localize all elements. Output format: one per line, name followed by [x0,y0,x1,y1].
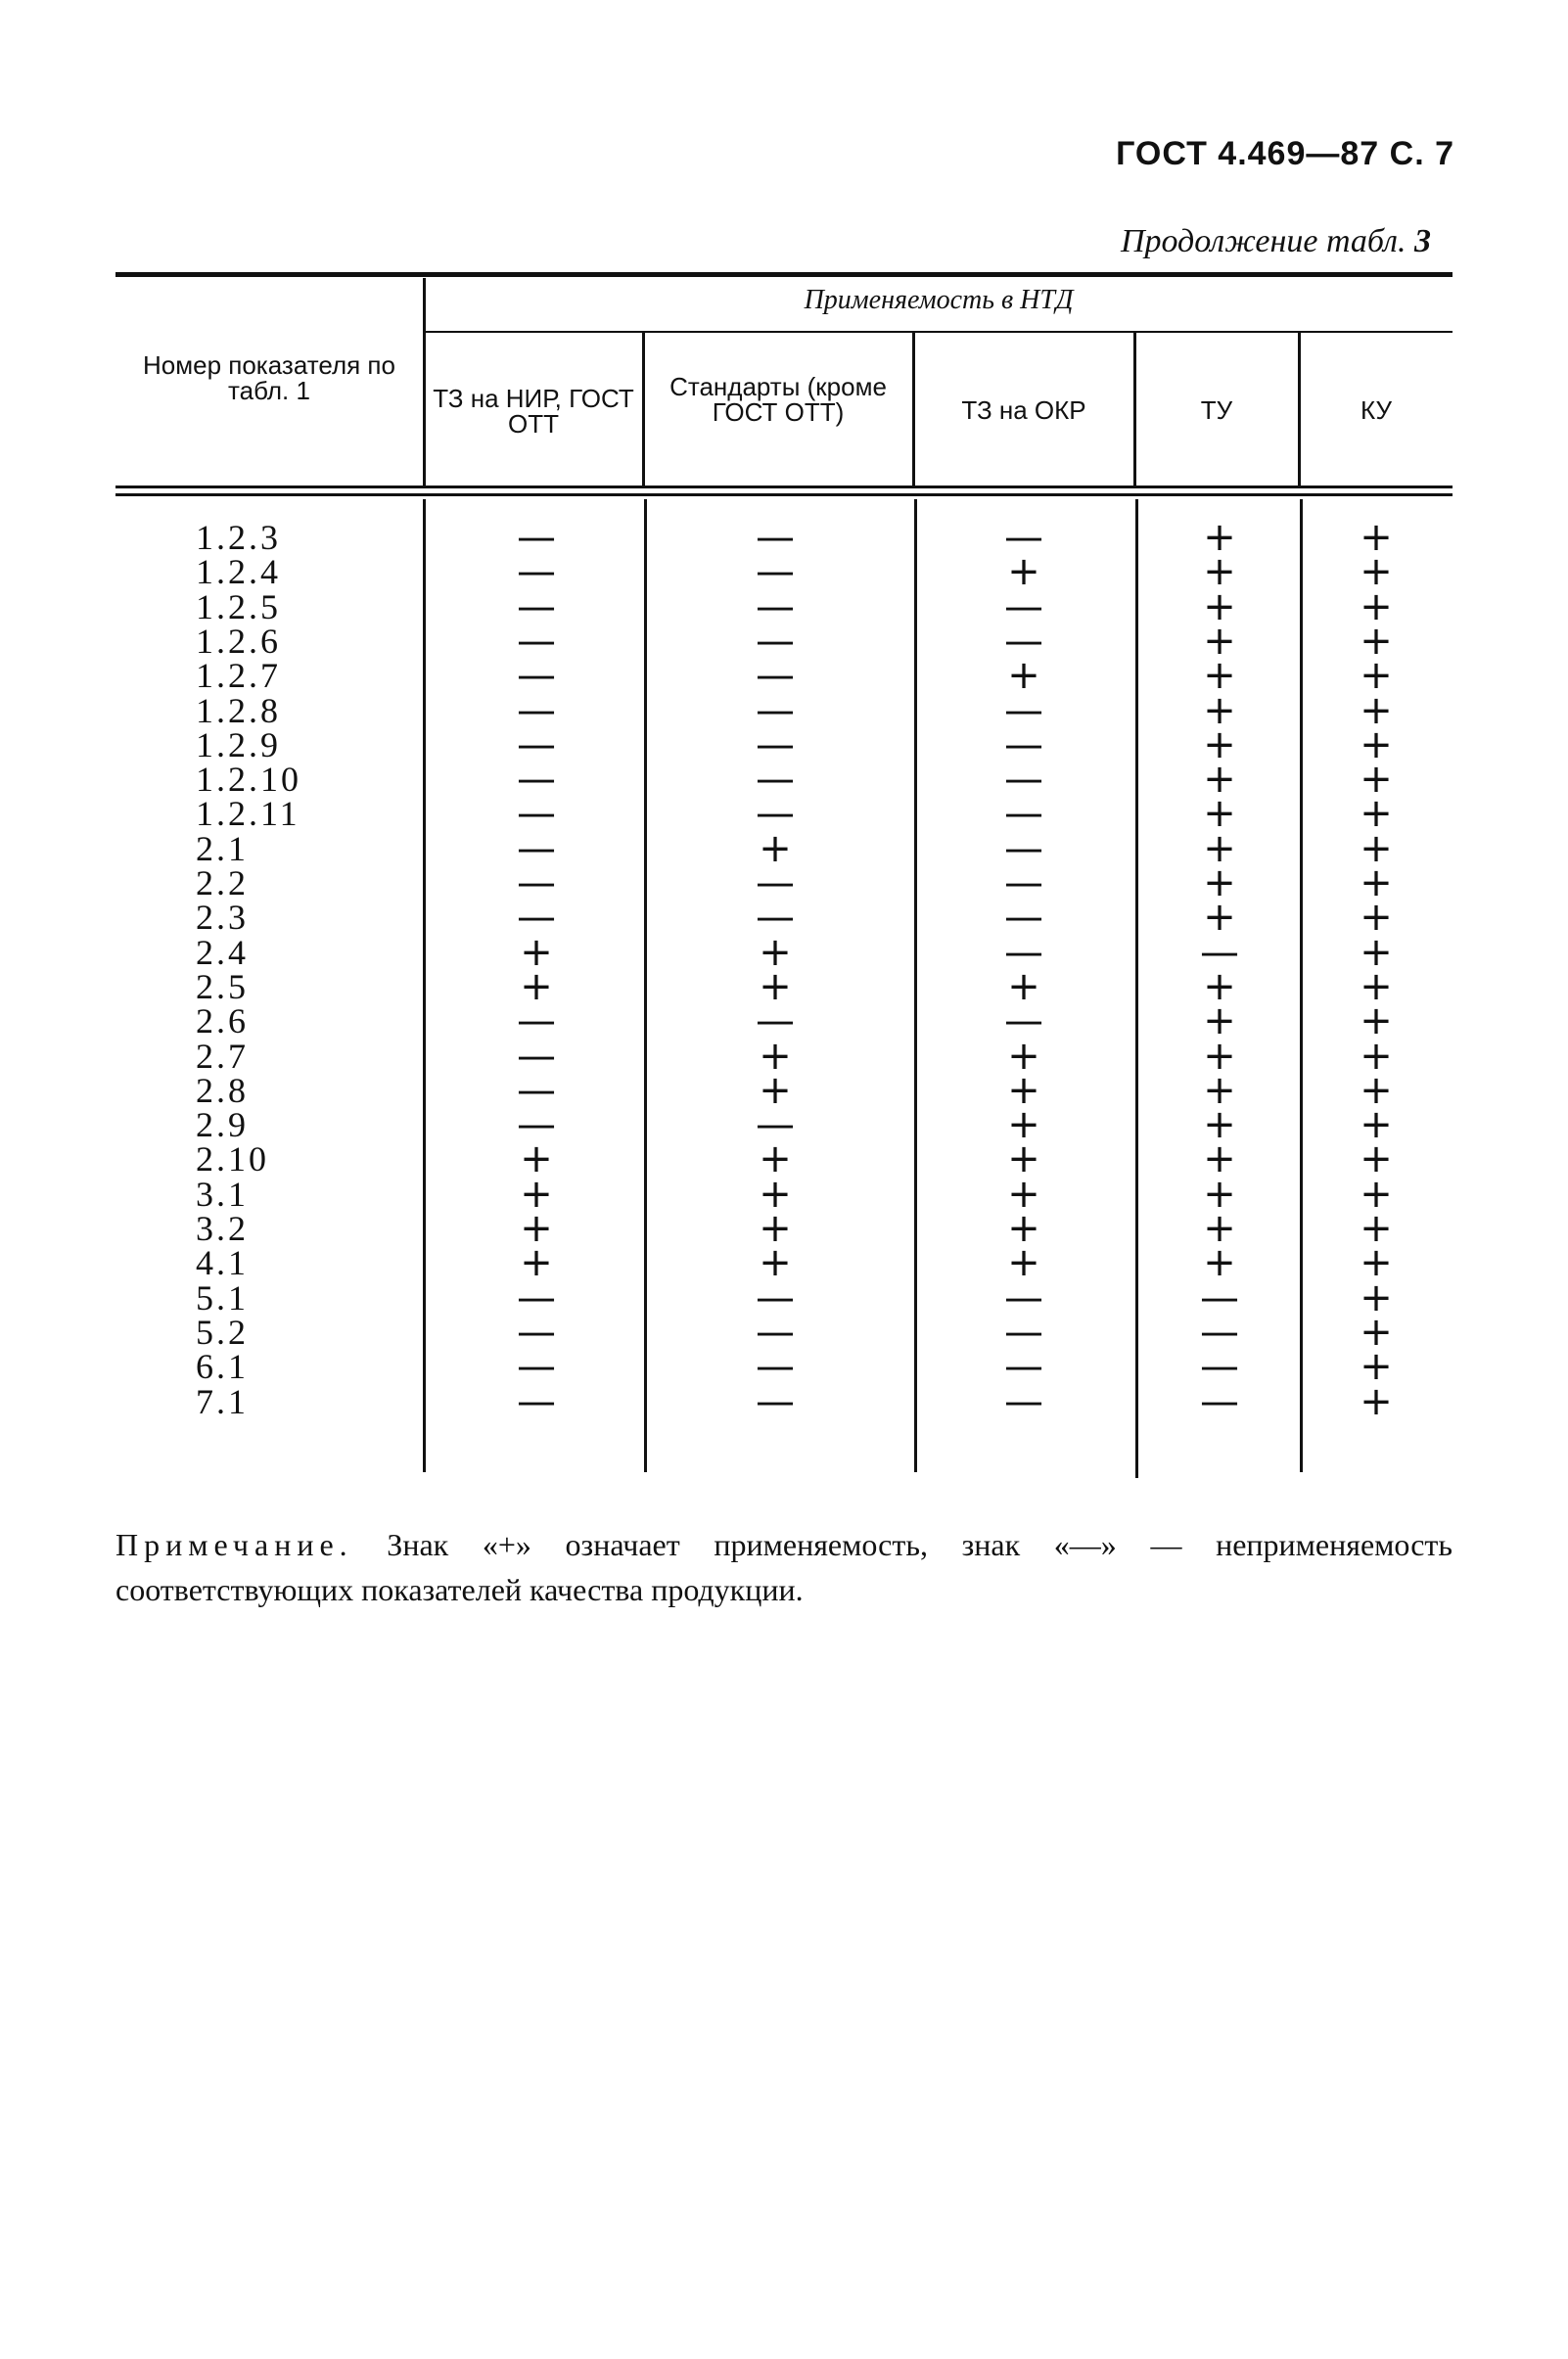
row-number: 2.2 [196,863,249,902]
row-number: 2.6 [196,1001,249,1041]
row-number: 2.10 [196,1139,269,1180]
applicability-mark: — [756,757,795,803]
applicability-mark: + [759,1136,792,1182]
continuation-prefix: Продолжение табл. [1120,223,1407,259]
applicability-mark: + [1360,998,1393,1044]
applicability-mark: + [1360,1206,1393,1251]
applicability-mark: + [1360,757,1393,803]
applicability-mark: — [1200,1309,1239,1355]
applicability-mark: + [1360,1274,1393,1320]
note-lead: Примечание. [115,1527,353,1562]
group-head-applicability: Применяемость в НТД [804,285,1074,315]
row-number: 1.2.7 [196,656,281,696]
applicability-mark: — [756,515,795,560]
applicability-mark: + [1007,1206,1040,1251]
applicability-mark: — [517,860,556,905]
applicability-mark: + [1360,1033,1393,1079]
table-row [115,1378,1453,1424]
applicability-mark: + [759,963,792,1009]
row-number: 1.2.8 [196,690,281,730]
applicability-mark: — [517,1344,556,1390]
applicability-mark: — [1004,791,1043,837]
applicability-mark: + [1360,687,1393,733]
applicability-mark: — [517,549,556,595]
row-number: 2.8 [196,1070,249,1110]
applicability-mark: + [1360,963,1393,1009]
applicability-mark: + [1007,653,1040,699]
applicability-mark: + [1203,1240,1236,1286]
applicability-mark: + [759,1033,792,1079]
applicability-mark: + [1360,1344,1393,1390]
applicability-mark: — [517,618,556,664]
applicability-mark: + [1360,1102,1393,1148]
applicability-mark: — [517,1067,556,1113]
applicability-mark: + [1360,1136,1393,1182]
applicability-mark: — [1004,721,1043,767]
applicability-mark: — [756,998,795,1044]
applicability-mark: — [517,998,556,1044]
applicability-mark: + [1007,1240,1040,1286]
applicability-mark: — [517,1274,556,1320]
applicability-mark: — [1004,825,1043,871]
column-head-number: Номер показателя по табл. 1 [143,350,395,405]
applicability-mark: + [1007,1136,1040,1182]
row-number: 7.1 [196,1381,249,1421]
applicability-mark: + [759,1206,792,1251]
note-text: Знак «+» означает применяемость, знак «—» — неприменяемость соответствующих показателей качества продукции. [115,1527,1453,1607]
row-number: 1.2.6 [196,621,281,661]
row-number: 1.2.9 [196,724,281,764]
applicability-mark: + [520,1136,553,1182]
applicability-mark: — [1200,1274,1239,1320]
row-number: 2.5 [196,966,249,1006]
applicability-mark: + [1203,549,1236,595]
column-head-standards: Стандарты (кроме ГОСТ ОТТ) [669,372,887,427]
applicability-mark: + [1203,1102,1236,1148]
row-number: 3.1 [196,1174,249,1214]
row-number: 4.1 [196,1243,249,1283]
applicability-mark: + [1203,618,1236,664]
applicability-mark: + [1203,687,1236,733]
applicability-mark: — [756,1378,795,1424]
applicability-mark: + [1360,583,1393,629]
applicability-mark: + [1360,1309,1393,1355]
applicability-mark: — [517,1102,556,1148]
applicability-mark: — [1200,929,1239,975]
applicability-mark: — [517,757,556,803]
applicability-mark: + [1203,1136,1236,1182]
applicability-mark: — [1200,1344,1239,1390]
applicability-mark: + [1360,618,1393,664]
applicability-mark: + [1203,963,1236,1009]
applicability-mark: — [1004,757,1043,803]
applicability-mark: + [520,1171,553,1217]
applicability-mark: + [1360,549,1393,595]
applicability-mark: + [1360,860,1393,905]
applicability-mark: — [756,618,795,664]
applicability-mark: — [1004,1274,1043,1320]
row-number: 5.2 [196,1312,249,1352]
applicability-mark: — [1004,1344,1043,1390]
applicability-mark: + [759,1171,792,1217]
applicability-mark: — [1004,1378,1043,1424]
applicability-mark: + [1360,1240,1393,1286]
applicability-mark: + [1360,1067,1393,1113]
applicability-mark: — [756,1274,795,1320]
applicability-mark: + [1007,963,1040,1009]
applicability-mark: + [759,1240,792,1286]
applicability-mark: + [759,929,792,975]
applicability-mark: + [1360,929,1393,975]
applicability-mark: — [756,721,795,767]
row-number: 2.4 [196,932,249,972]
applicability-mark: + [1203,583,1236,629]
row-number: 1.2.4 [196,552,281,592]
table-top-rule [115,272,1453,277]
applicability-mark: + [1203,825,1236,871]
applicability-mark: + [1360,721,1393,767]
table-note [115,1522,1453,1612]
column-head-tz-okr: ТЗ на ОКР [961,395,1086,425]
applicability-mark: — [756,653,795,699]
applicability-mark: + [1203,1206,1236,1251]
applicability-mark: + [1203,1033,1236,1079]
row-number: 3.2 [196,1209,249,1248]
applicability-mark: — [517,721,556,767]
applicability-mark: + [1007,1102,1040,1148]
applicability-mark: + [1203,757,1236,803]
group-head-rule [425,331,1453,333]
applicability-mark: — [517,583,556,629]
applicability-mark: — [1004,929,1043,975]
applicability-mark: + [1360,895,1393,941]
applicability-mark: + [1360,515,1393,560]
applicability-table [115,272,1453,1486]
applicability-mark: + [1203,721,1236,767]
applicability-mark: — [756,1344,795,1390]
applicability-mark: + [520,1206,553,1251]
applicability-mark: — [1004,618,1043,664]
applicability-mark: — [1004,1309,1043,1355]
applicability-mark: — [1004,583,1043,629]
applicability-mark: + [520,1240,553,1286]
row-number: 2.1 [196,828,249,868]
applicability-mark: — [1200,1378,1239,1424]
applicability-mark: — [756,583,795,629]
applicability-mark: — [517,825,556,871]
applicability-mark: — [517,895,556,941]
row-number: 5.1 [196,1277,249,1318]
column-head-ku: КУ [1360,395,1392,425]
row-number: 1.2.5 [196,586,281,626]
applicability-mark: + [1360,791,1393,837]
applicability-mark: + [520,929,553,975]
applicability-mark: + [520,963,553,1009]
applicability-mark: — [517,687,556,733]
applicability-mark: + [1007,549,1040,595]
applicability-mark: + [1203,653,1236,699]
applicability-mark: + [1360,1171,1393,1217]
applicability-mark: — [756,549,795,595]
row-number: 6.1 [196,1347,249,1387]
applicability-mark: — [517,1378,556,1424]
applicability-mark: — [1004,895,1043,941]
applicability-mark: + [759,1067,792,1113]
applicability-mark: + [1203,998,1236,1044]
applicability-mark: + [759,825,792,871]
applicability-mark: — [756,791,795,837]
applicability-mark: — [1004,687,1043,733]
applicability-mark: — [1004,860,1043,905]
column-head-tu: ТУ [1200,395,1233,425]
applicability-mark: — [1004,998,1043,1044]
applicability-mark: — [756,860,795,905]
continuation-number: 3 [1414,223,1431,259]
row-number: 1.2.11 [196,794,300,834]
applicability-mark: — [517,653,556,699]
applicability-mark: + [1203,1067,1236,1113]
applicability-mark: + [1360,1378,1393,1424]
row-number: 2.7 [196,1036,249,1076]
applicability-mark: + [1360,653,1393,699]
row-number: 2.9 [196,1105,249,1145]
applicability-mark: + [1203,895,1236,941]
row-number: 1.2.10 [196,760,301,800]
applicability-mark: — [517,1309,556,1355]
applicability-mark: — [756,1102,795,1148]
applicability-mark: + [1203,860,1236,905]
page-header: ГОСТ 4.469—87 С. 7 [1116,135,1454,172]
row-number: 1.2.3 [196,518,281,557]
applicability-mark: — [517,515,556,560]
applicability-mark: + [1007,1067,1040,1113]
applicability-mark: + [1203,791,1236,837]
column-head-tz-nir: ТЗ на НИР, ГОСТ ОТТ [433,384,634,439]
applicability-mark: — [756,687,795,733]
applicability-mark: + [1007,1171,1040,1217]
applicability-mark: + [1007,1033,1040,1079]
applicability-mark: — [756,1309,795,1355]
applicability-mark: — [517,791,556,837]
applicability-mark: + [1203,1171,1236,1217]
applicability-mark: — [756,895,795,941]
applicability-mark: + [1203,515,1236,560]
applicability-mark: + [1360,825,1393,871]
header-bottom-rule [115,486,1453,488]
applicability-mark: — [1004,515,1043,560]
applicability-mark: — [517,1033,556,1079]
row-number: 2.3 [196,898,249,938]
table-continuation-caption [1121,223,1431,260]
header-bottom-rule-second [115,493,1453,496]
